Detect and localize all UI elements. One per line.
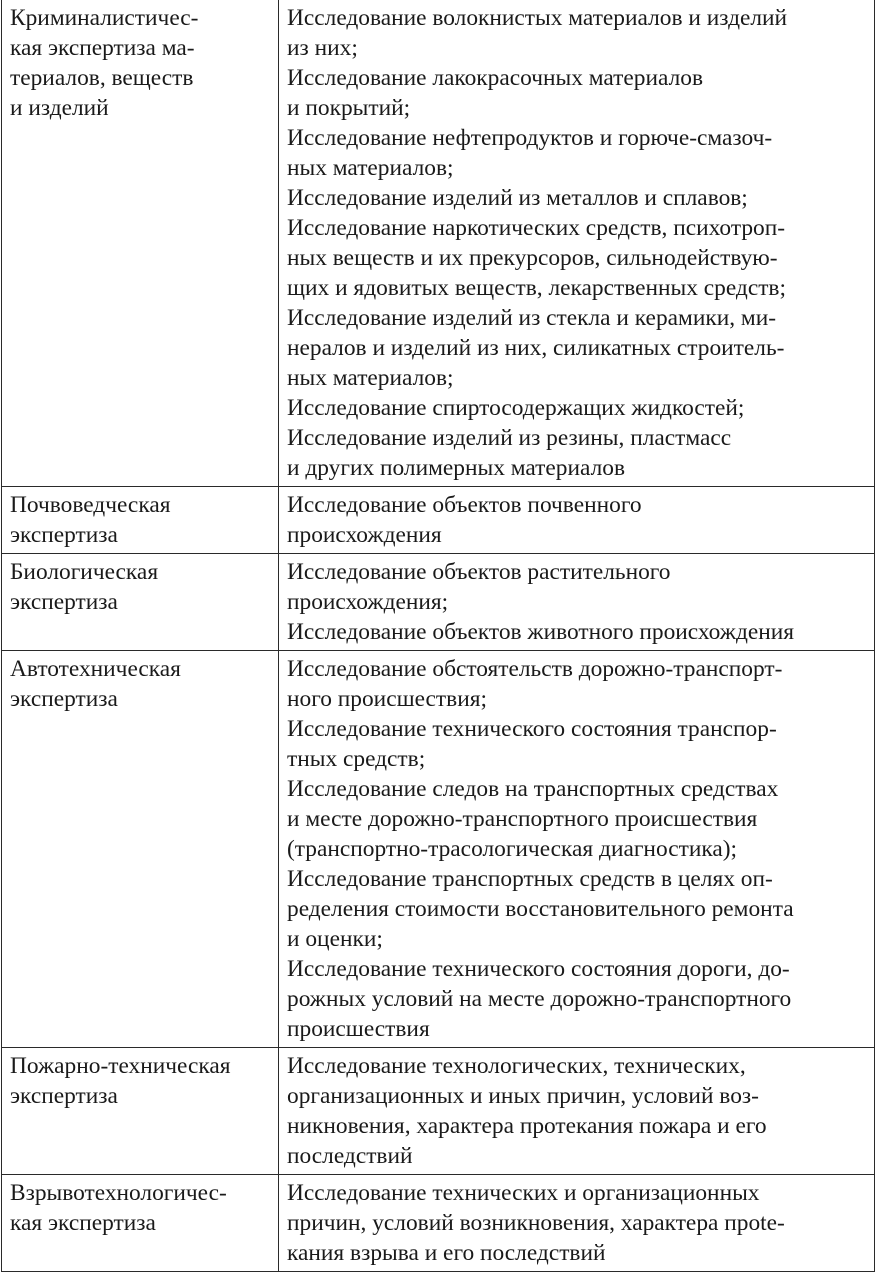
table-row [2, 0, 875, 487]
text-line: рожных условий на месте дорожно-транспортного [287, 986, 792, 1012]
text-line: Исследование изделий из металлов и сплавов; [287, 185, 748, 211]
expertise-kind-cell [2, 651, 279, 1048]
text-line: щих и ядовитых веществ, лекарственных средств; [287, 275, 786, 301]
text-line: Исследование объектов растительного [287, 559, 671, 585]
text-line: Взрывотехнологичес- [10, 1180, 227, 1206]
table-row [2, 487, 875, 554]
text-line: и месте дорожно-транспортного происшествия [287, 806, 758, 832]
expertise-description-cell [279, 1175, 875, 1272]
text-line: экспертиза [10, 589, 118, 615]
text-line: ных материалов; [287, 365, 454, 391]
expertise-kind-cell [2, 554, 279, 651]
text-line: Почвоведческая [10, 492, 171, 518]
text-line: (транспортно-трасологическая диагностика); [287, 836, 738, 862]
text-line: Исследование технического состояния дороги, до- [287, 956, 790, 982]
text-line: кая экспертиза [10, 1210, 156, 1236]
expertise-description-cell [279, 554, 875, 651]
text-line: Исследование технического состояния транспор- [287, 716, 777, 742]
text-line: Исследование обстоятельств дорожно-транспорт- [287, 656, 783, 682]
text-line: Автотехническая [10, 656, 181, 682]
table-row [2, 651, 875, 1048]
expertise-table [1, 0, 875, 1272]
text-line: происшествия [287, 1016, 430, 1042]
text-line: Исследование наркотических средств, психотроп- [287, 215, 786, 241]
text-line: и других полимерных материалов [287, 455, 625, 481]
text-line: ределения стоимости восстановительного ремонта [287, 896, 794, 922]
expertise-description-cell [279, 487, 875, 554]
text-line: нералов и изделий из них, силикатных строитель- [287, 335, 785, 361]
text-line: Исследование технологических, технических, [287, 1053, 746, 1079]
text-line: Исследование спиртосодержащих жидкостей; [287, 395, 745, 421]
text-line: происхождения [287, 522, 442, 548]
table-row [2, 1175, 875, 1272]
expertise-kind-cell [2, 1175, 279, 1272]
text-line: экспертиза [10, 686, 118, 712]
expertise-description-cell [279, 1048, 875, 1175]
text-line: никновения, характера протекания пожара и его [287, 1113, 767, 1139]
text-line: Исследование технических и организационных [287, 1180, 760, 1206]
text-line: Исследование изделий из резины, пластмасс [287, 425, 732, 451]
text-line: причин, условий возникновения, характера прote- [287, 1210, 785, 1236]
text-line: последствий [287, 1143, 413, 1169]
text-line: кая экспертиза ма- [10, 35, 195, 61]
text-line: тных средств; [287, 746, 426, 772]
text-line: териалов, веществ [10, 65, 194, 91]
text-line: экспертиза [10, 522, 118, 548]
expertise-description-cell [279, 0, 875, 487]
text-line: Исследование объектов животного происхождения [287, 619, 795, 645]
table-row [2, 1048, 875, 1175]
text-line: Исследование изделий из стекла и керамики, ми- [287, 305, 777, 331]
text-line: Исследование следов на транспортных средствах [287, 776, 779, 802]
text-line: Криминалистичес- [10, 5, 199, 31]
text-line: и изделий [10, 95, 109, 121]
text-line: экспертиза [10, 1083, 118, 1109]
text-line: и оценки; [287, 926, 383, 952]
text-line: организационных и иных причин, условий воз- [287, 1083, 759, 1109]
text-line: ного происшествия; [287, 686, 487, 712]
text-line: кания взрыва и его последствий [287, 1240, 606, 1266]
text-line: ных материалов; [287, 155, 454, 181]
text-line: из них; [287, 35, 358, 61]
text-line: Исследование транспортных средств в целях оп- [287, 866, 773, 892]
expertise-description-cell [279, 651, 875, 1048]
expertise-kind-cell [2, 1048, 279, 1175]
text-line: Биологическая [10, 559, 159, 585]
text-line: и покрытий; [287, 95, 411, 121]
text-line: Исследование лакокрасочных материалов [287, 65, 703, 91]
text-line: Исследование волокнистых материалов и изделий [287, 5, 788, 31]
expertise-kind-cell [2, 487, 279, 554]
text-line: ных веществ и их прекурсоров, сильнодействую- [287, 245, 778, 271]
text-line: происхождения; [287, 589, 449, 615]
table-row [2, 554, 875, 651]
expertise-kind-cell [2, 0, 279, 487]
text-line: Исследование нефтепродуктов и горюче-смазоч- [287, 125, 773, 151]
text-line: Исследование объектов почвенного [287, 492, 642, 518]
text-line: Пожарно-техническая [10, 1053, 231, 1079]
